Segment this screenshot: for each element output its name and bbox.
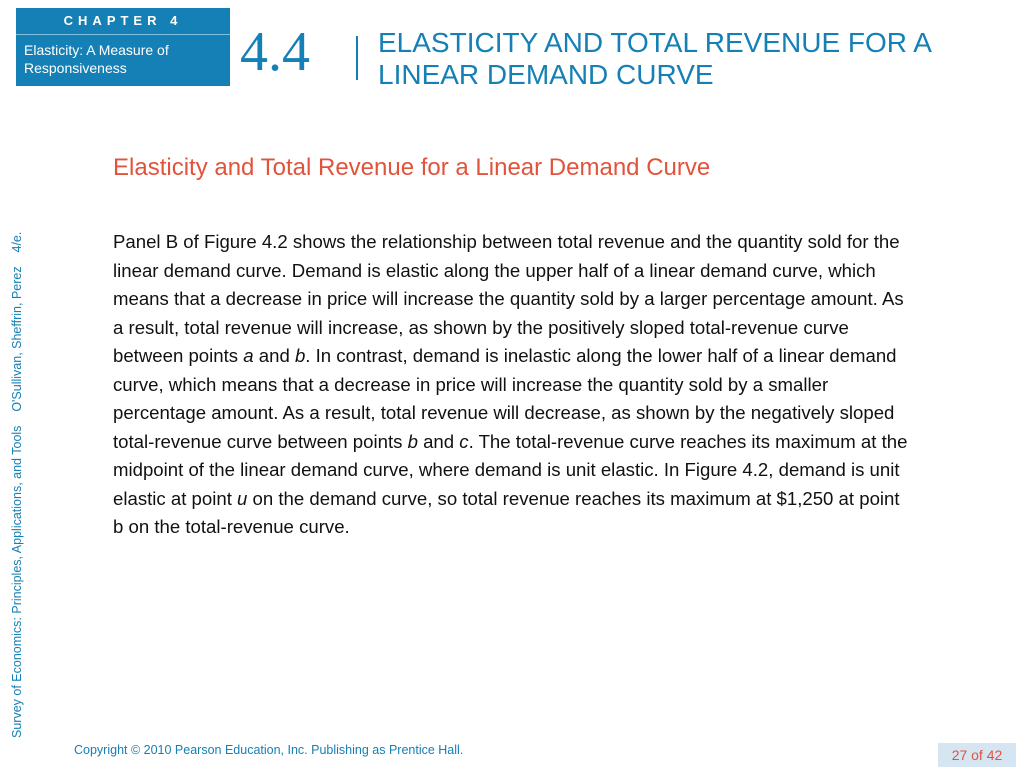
page-number: 27 of 42 <box>938 743 1016 767</box>
chapter-label: CHAPTER 4 <box>63 13 183 28</box>
body-text-part: and <box>417 430 460 452</box>
chapter-subtitle: Elasticity: A Measure of Responsiveness <box>24 42 169 76</box>
title-divider <box>356 36 358 80</box>
point-label: b <box>294 345 306 366</box>
body-text-part: on the demand curve, so total revenue reaches its maximum at $1,250 at point b on the total-revenue curve. <box>113 487 900 537</box>
body-text-part: . In contrast, demand is inelastic along the lower half of a linear demand curve, which means that a decrease in price will increase the quantity sold by a smaller percentage amount. As a result, total revenue will decrease, as shown by the negatively sloped total-revenue curve between points <box>113 345 897 452</box>
point-label: b <box>407 430 418 452</box>
point-label: c <box>459 430 469 452</box>
body-paragraph <box>113 228 913 542</box>
chapter-divider <box>16 34 230 35</box>
body-text-part: and <box>253 345 295 366</box>
footer-copyright: Copyright © 2010 Pearson Education, Inc. Publishing as Prentice Hall. <box>74 743 464 757</box>
point-label: a <box>243 345 254 366</box>
body-text-part: . The total-revenue curve reaches its maximum at the midpoint of the linear demand curve, where demand is unit elastic. In Figure 4.2, demand is unit elastic at point <box>113 430 908 509</box>
point-label: u <box>237 487 248 509</box>
side-credit-text: Survey of Economics: Principles, Applications, and Tools O'Sullivan, Sheffrin, Perez 4/e. <box>10 231 24 738</box>
body-text-part: Panel B of Figure 4.2 shows the relationship between total revenue and the quantity sold for the linear demand curve. Demand is elastic along the upper half of a linear demand curve, which means that a decrease in price will increase the quantity sold by a larger percentage amount. As a result, total revenue will increase, as shown by the positively sloped total-revenue curve between points <box>113 231 904 366</box>
slide-heading: Elasticity and Total Revenue for a Linear Demand Curve <box>113 154 711 181</box>
chapter-box <box>16 8 230 86</box>
section-number: 4.4 <box>240 21 310 83</box>
section-title: ELASTICITY AND TOTAL REVENUE FOR A LINEAR DEMAND CURVE <box>378 27 931 90</box>
side-credit <box>9 98 25 738</box>
